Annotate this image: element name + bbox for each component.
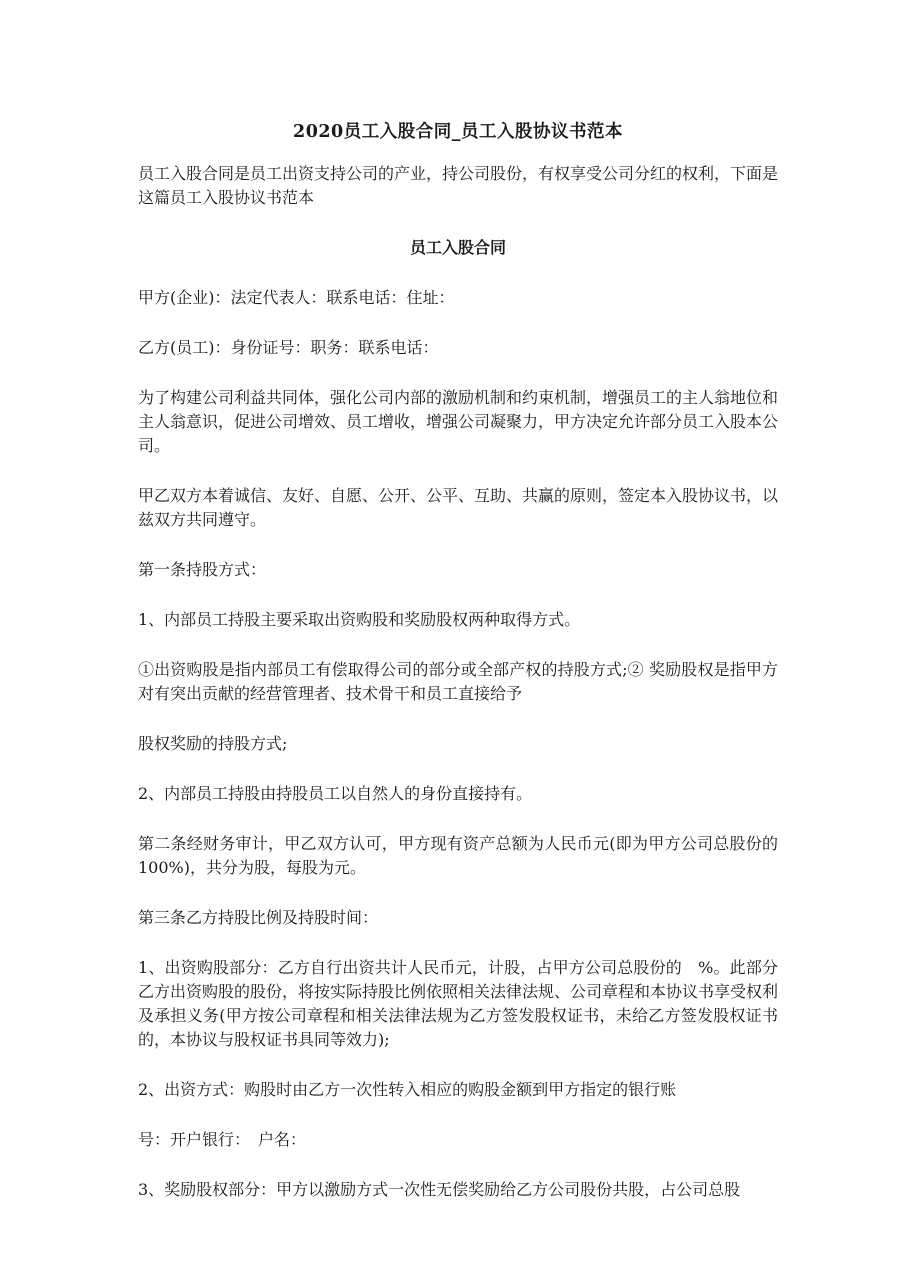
article-1-heading: 第一条持股方式：	[138, 560, 267, 579]
article-3-item-1: 1、出资购股部分：乙方自行出资共计人民币元，计股，占甲方公司总股份的 %。此部分乙方出资购股的股份，将按实际持股比例依照相关法律法规、公司章程和本协议书享受权利及承担义务(甲方按公司章程和相关法律法规为乙方签发股权证书，未给乙方签发股权证书的，本协议与股权证书具同等效力);	[138, 958, 779, 1049]
party-a-line: 甲方(企业)：法定代表人：联系电话：住址：	[138, 288, 455, 307]
principle-paragraph: 甲乙双方本着诚信、友好、自愿、公开、公平、互助、共赢的原则，签定本入股协议书，以兹双方共同遵守。	[138, 486, 779, 529]
article-3-item-2: 2、出资方式：购股时由乙方一次性转入相应的购股金额到甲方指定的银行账	[138, 1080, 677, 1099]
bank-account-line: 号：开户银行： 户名：	[138, 1130, 307, 1149]
article-1-definition-cont: 股权奖励的持股方式;	[138, 734, 288, 753]
article-3-heading: 第三条乙方持股比例及持股时间：	[138, 908, 379, 927]
document-title: 2020员工入股合同_员工入股协议书范本	[293, 122, 623, 142]
article-3-item-3: 3、奖励股权部分：甲方以激励方式一次性无偿奖励给乙方公司股份共股，占公司总股	[138, 1180, 741, 1199]
intro-paragraph: 员工入股合同是员工出资支持公司的产业，持公司股份，有权享受公司分红的权利，下面是这篇员工入股协议书范本	[138, 164, 779, 207]
article-1-item-2: 2、内部员工持股由持股员工以自然人的身份直接持有。	[138, 784, 533, 803]
article-1-definition: ①出资购股是指内部员工有偿取得公司的部分或全部产权的持股方式;② 奖励股权是指甲方对有突出贡献的经营管理者、技术骨干和员工直接给予	[138, 660, 778, 703]
party-b-line: 乙方(员工)：身份证号：职务：联系电话：	[138, 338, 439, 357]
purpose-paragraph: 为了构建公司利益共同体，强化公司内部的激励机制和约束机制，增强员工的主人翁地位和主人翁意识，促进公司增效、员工增收，增强公司凝聚力，甲方决定允许部分员工入股本公司。	[138, 388, 779, 455]
article-2-paragraph: 第二条经财务审计，甲乙双方认可，甲方现有资产总额为人民币元(即为甲方公司总股份的 100%)，共分为股，每股为元。	[138, 834, 778, 877]
article-1-item-1: 1、内部员工持股主要采取出资购股和奖励股权两种取得方式。	[138, 610, 581, 629]
contract-title: 员工入股合同	[409, 238, 506, 257]
document-body	[138, 118, 778, 1228]
